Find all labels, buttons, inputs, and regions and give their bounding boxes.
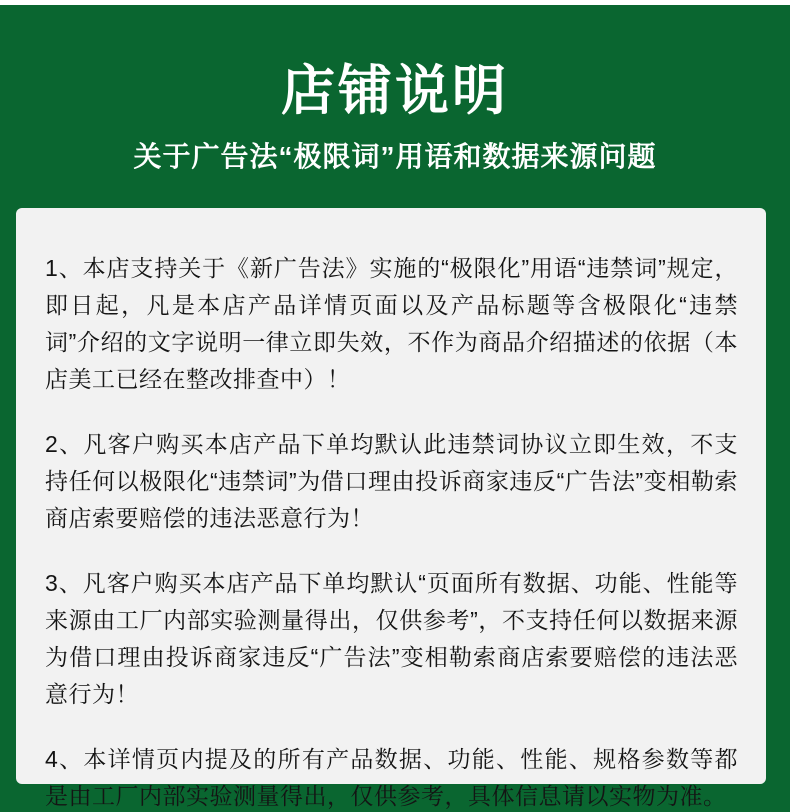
notice-paragraph-4: 4、本详情页内提及的所有产品数据、功能、性能、规格参数等都是由工厂内部实验测量得出，仅供参考，具体信息请以实物为准。 <box>45 746 738 810</box>
green-banner <box>0 5 790 812</box>
notice-paragraph-2: 2、凡客户购买本店产品下单均默认此违禁词协议立即生效，不支持任何以极限化“违禁词”为借口理由投诉商家违反“广告法”变相勒索商店索要赔偿的违法恶意行为！ <box>45 431 738 532</box>
notice-card <box>16 208 766 810</box>
notice-paragraph-3: 3、凡客户购买本店产品下单均默认“页面所有数据、功能、性能等来源由工厂内部实验测量得出，仅供参考”，不支持任何以数据来源为借口理由投诉商家违反“广告法”变相勒索商店索要赔偿的违法恶意行为！ <box>45 570 738 708</box>
page-subtitle: 关于广告法“极限词”用语和数据来源问题 <box>133 140 657 172</box>
notice-paragraph-1: 1、本店支持关于《新广告法》实施的“极限化”用语“违禁词”规定，即日起，凡是本店产品详情页面以及产品标题等含极限化“违禁词”介绍的文字说明一律立即失效，不作为商品介绍描述的依据（本店美工已经在整改排查中）！ <box>45 255 738 393</box>
page-title: 店铺说明 <box>281 61 509 121</box>
